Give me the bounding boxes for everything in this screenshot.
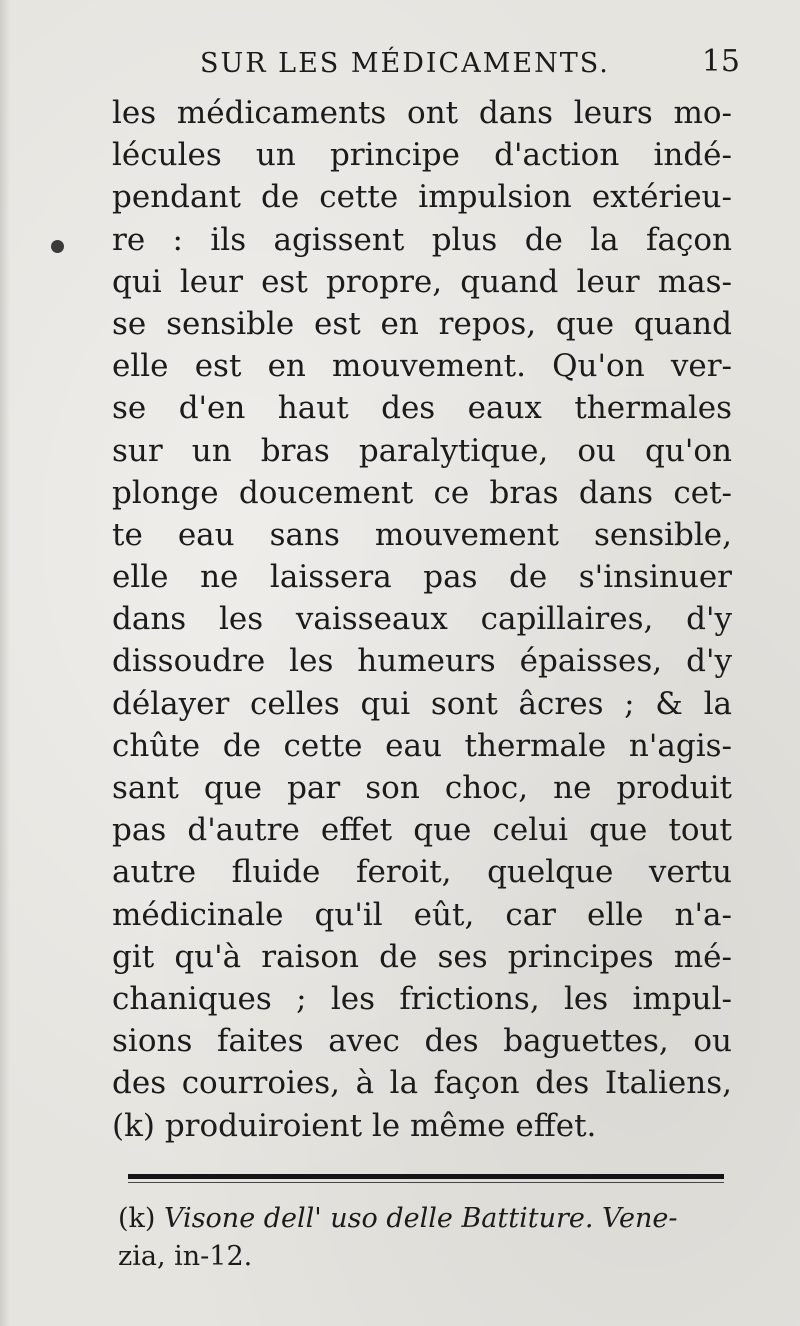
text-line: elle ne laissera pas de s'insinuer (112, 559, 732, 596)
footnote-rule (128, 1174, 724, 1179)
text-line: les médicaments ont dans leurs mo- (112, 95, 732, 131)
text-line: re : ils agissent plus de la façon (112, 221, 732, 258)
footnote-line-2: zia, in-12. (118, 1241, 253, 1272)
text-line: dans les vaisseaux capillaires, d'y (112, 601, 732, 638)
text-line: sur un bras paralytique, ou qu'on (112, 432, 732, 469)
text-line: te eau sans mouvement sensible, (112, 516, 732, 553)
text-line: des courroies, à la façon des Italiens, (112, 1065, 732, 1102)
text-line: chûte de cette eau thermale n'agis- (112, 727, 732, 764)
running-head (200, 44, 740, 84)
footnote-rule-thin (128, 1182, 724, 1183)
text-line: médicinale qu'il eût, car elle n'a- (112, 896, 732, 933)
margin-ink-dot (51, 240, 64, 253)
body-text (112, 92, 732, 1147)
text-line: pendant de cette impulsion extérieu- (112, 179, 732, 216)
footnote (118, 1200, 758, 1276)
text-line: qui leur est propre, quand leur mas- (112, 263, 732, 300)
text-line: délayer celles qui sont âcres ; & la (112, 685, 732, 722)
text-line: se sensible est en repos, que quand (112, 305, 732, 342)
text-line: sant que par son choc, ne produit (112, 770, 732, 806)
text-line: sions faites avec des baguettes, ou (112, 1023, 732, 1060)
text-line: elle est en mouvement. Qu'on ver- (112, 348, 732, 385)
running-head-title: SUR LES MÉDICAMENTS. (200, 48, 610, 79)
text-line: pas d'autre effet que celui que tout (112, 812, 732, 849)
footnote-citation: Visone dell' uso delle Battiture. Vene- (164, 1203, 678, 1234)
page-number: 15 (701, 44, 740, 79)
footnote-line-1 (118, 1200, 758, 1238)
text-line: lécules un principe d'action indé- (112, 137, 732, 174)
footnote-mark: (k) (118, 1203, 156, 1234)
page-edge-shadow (0, 0, 10, 1326)
text-line: autre fluide feroit, quelque vertu (112, 854, 732, 891)
text-line: dissoudre les humeurs épaisses, d'y (112, 643, 732, 680)
text-line: chaniques ; les frictions, les impul- (112, 980, 732, 1017)
text-line: plonge doucement ce bras dans cet- (112, 474, 732, 511)
text-line: se d'en haut des eaux thermales (112, 390, 732, 427)
text-line: (k) produiroient le même effet. (112, 1107, 597, 1144)
text-line: git qu'à raison de ses principes mé- (112, 938, 732, 975)
